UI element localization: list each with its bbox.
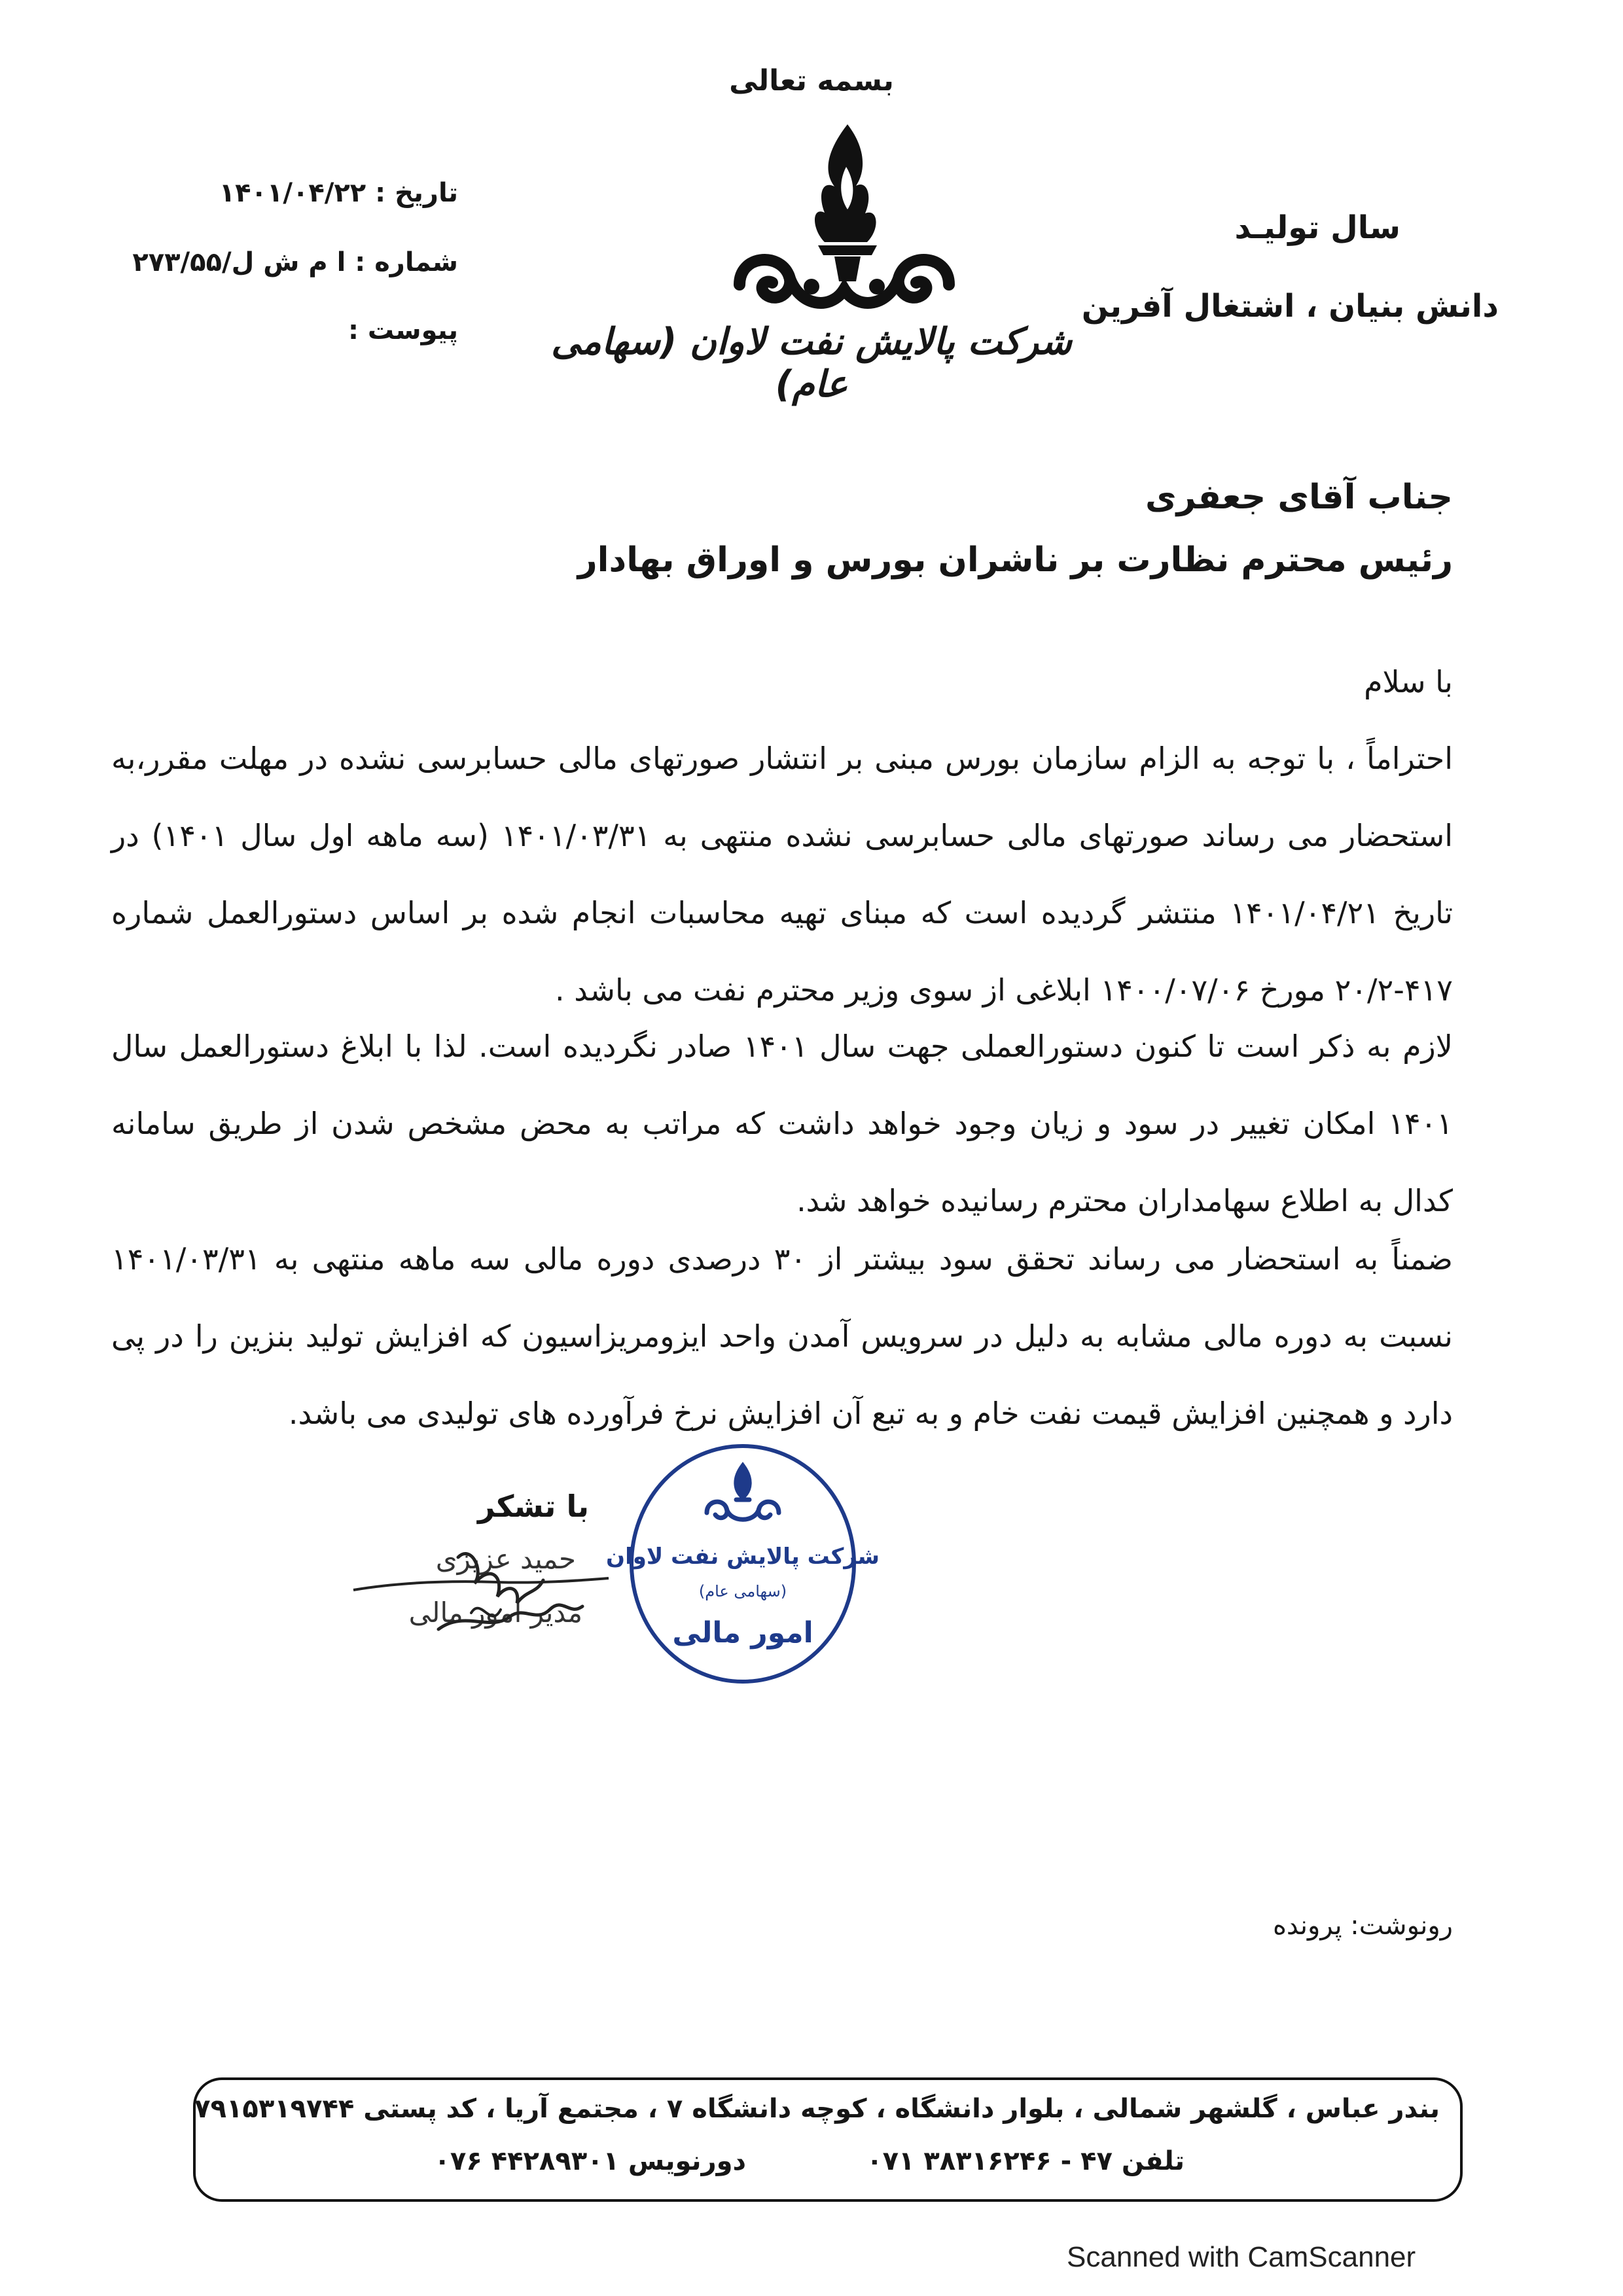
footer-fax: دورنویس ۴۴۲۸۹۳۰۱ ۰۷۶ bbox=[434, 2146, 746, 2176]
date-label: تاریخ : bbox=[375, 178, 458, 208]
recipient-name: جناب آقای جعفری bbox=[1145, 478, 1453, 517]
attachment-row bbox=[92, 315, 458, 345]
number-row bbox=[92, 247, 458, 277]
stamp-text: امور مالی bbox=[672, 1616, 813, 1650]
body-paragraph: لازم به ذکر است تا کنون دستورالعملی جهت سال ۱۴۰۱ صادر نگردیده است. لذا با ابلاغ دستورالعمل سال ۱۴۰۱ امکان تغییر در سود و زیان وجود خواهد داشت که مراتب به محض مشخص شدن از طریق سامانه کدال به اطلاع سهامداران محترم رسانیده خواهد شد. bbox=[111, 1029, 1453, 1218]
scanner-watermark: Scanned with CamScanner bbox=[1067, 2241, 1416, 2273]
copy-to-row bbox=[1060, 1911, 1453, 1941]
footer-address: بندر عباس ، گلشهر شمالی ، بلوار دانشگاه ، کوچه دانشگاه ۷ ، مجتمع آریا ، کد پستی ۷۹۱۵۳۱۹۷۴۴ bbox=[194, 2094, 1440, 2124]
body-paragraph: ضمناً به استحضار می رساند تحقق سود بیشتر از ۳۰ درصدی دوره مالی سه ماهه منتهی به ۱۴۰۱/۰۳/۳۱ نسبت به دوره مالی مشابه به دلیل در سرویس آمدن واحد ایزومریزاسیون که افزایش تولید بنزین را در پی دارد و همچنین افزایش قیمت نفت خام و به تبع آن افزایش نرخ فرآورده های تولیدی می باشد. bbox=[111, 1241, 1453, 1431]
number-value: ا م ش ل/۲۷۳/۵۵ bbox=[132, 247, 346, 277]
copy-to-label: رونوشت: bbox=[1350, 1911, 1453, 1941]
stamp-text: شرکت پالایش نفت لاوان bbox=[606, 1544, 880, 1570]
handwritten-signature-icon bbox=[340, 1518, 615, 1649]
company-name: شرکت پالایش نفت لاوان (سهامی عام) bbox=[551, 321, 1072, 406]
signer-name: حمید عزیزی bbox=[435, 1543, 576, 1575]
slogan: دانش بنیان ، اشتغال آفرین bbox=[1081, 288, 1499, 325]
attachment-label: پیوست : bbox=[348, 315, 458, 345]
stamp-text: (سهامی عام) bbox=[698, 1582, 787, 1600]
thanks-text: با تشکر bbox=[477, 1489, 589, 1524]
year-slogan: سال تولیـد bbox=[1234, 209, 1400, 246]
signer-title: مدیر امور مالی bbox=[408, 1597, 582, 1629]
footer-phone: تلفن ۴۷ - ۳۸۳۱۶۲۴۶ ۰۷۱ bbox=[866, 2146, 1185, 2176]
company-stamp bbox=[606, 1439, 880, 1688]
copy-to-value: پرونده bbox=[1272, 1911, 1342, 1941]
body-paragraph: احتراماً ، با توجه به الزام سازمان بورس مبنی بر انتشار صورتهای مالی حسابرسی نشده در مهلت مقرر،به استحضار می رساند صورتهای مالی حسابرسی نشده منتهی به ۱۴۰۱/۰۳/۳۱ (سه ماهه اول سال ۱۴۰۱) در تاریخ ۱۴۰۱/۰۴/۲۱ منتشر گردیده است که مبنای تهیه محاسبات انجام شده بر اساس دستورالعمل شماره ۴۱۷-۲۰/۲ مورخ ۱۴۰۰/۰۷/۰۶ ابلاغی از سوی وزیر محترم نفت می باشد . bbox=[111, 741, 1454, 1008]
date-value: ۱۴۰۱/۰۴/۲۲ bbox=[219, 178, 366, 208]
stamp-logo-icon bbox=[707, 1466, 779, 1519]
basmala: بسمه تعالی bbox=[729, 64, 894, 97]
number-label: شماره : bbox=[355, 247, 458, 277]
recipient-title: رئیس محترم نظارت بر ناشران بورس و اوراق بهادار bbox=[577, 540, 1453, 580]
date-row bbox=[92, 178, 458, 208]
greeting: با سلام bbox=[1364, 664, 1453, 699]
